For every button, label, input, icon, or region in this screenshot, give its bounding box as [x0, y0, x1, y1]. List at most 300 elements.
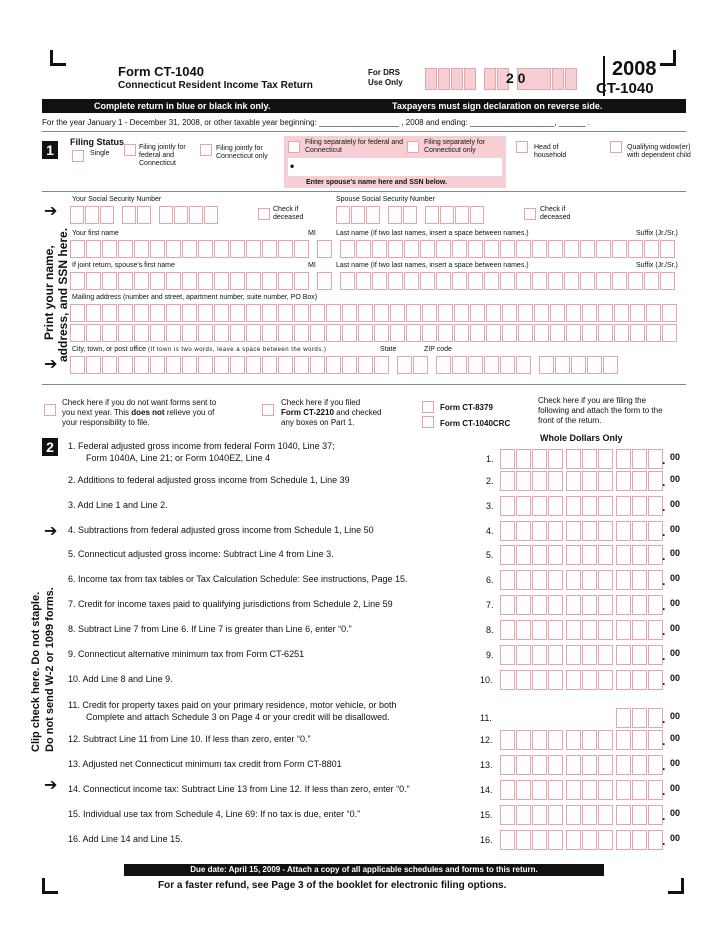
char-box[interactable]	[150, 324, 165, 342]
digit-box[interactable]	[500, 595, 515, 615]
digit-box[interactable]	[548, 545, 563, 565]
ct-1040crc-checkbox[interactable]	[422, 416, 434, 428]
amount-input-boxes[interactable]	[500, 620, 664, 640]
digit-box[interactable]	[532, 645, 547, 665]
char-box[interactable]	[484, 356, 499, 374]
char-box[interactable]	[436, 356, 451, 374]
char-box[interactable]	[662, 304, 677, 322]
digit-box[interactable]	[598, 805, 613, 825]
digit-box[interactable]	[566, 521, 581, 541]
amount-input-boxes[interactable]	[500, 730, 664, 750]
char-box[interactable]	[612, 240, 627, 258]
char-box[interactable]	[662, 324, 677, 342]
char-box[interactable]	[614, 324, 629, 342]
char-box[interactable]	[166, 272, 181, 290]
head-household-checkbox[interactable]	[516, 141, 528, 153]
digit-box[interactable]	[632, 645, 647, 665]
digit-box[interactable]	[598, 471, 613, 491]
digit-box[interactable]	[616, 521, 631, 541]
char-box[interactable]	[278, 324, 293, 342]
digit-box[interactable]	[532, 730, 547, 750]
mailing-address-boxes-2[interactable]	[70, 324, 678, 342]
amount-input-boxes[interactable]	[500, 708, 664, 728]
spouse-ssn-input-boxes[interactable]	[336, 206, 485, 224]
digit-box[interactable]	[548, 595, 563, 615]
digit-box[interactable]	[616, 620, 631, 640]
digit-box[interactable]	[548, 471, 563, 491]
digit-box[interactable]	[582, 449, 597, 469]
amount-input-boxes[interactable]	[500, 645, 664, 665]
char-box[interactable]	[454, 304, 469, 322]
char-box[interactable]	[214, 240, 229, 258]
filed-2210-checkbox[interactable]	[262, 404, 274, 416]
char-box[interactable]	[374, 356, 389, 374]
digit-box[interactable]	[648, 805, 666, 825]
digit-box[interactable]	[500, 645, 515, 665]
digit-box[interactable]	[566, 730, 581, 750]
digit-box[interactable]	[566, 570, 581, 590]
char-box[interactable]	[628, 240, 643, 258]
amount-input-boxes[interactable]	[500, 570, 664, 590]
char-box[interactable]	[214, 356, 229, 374]
char-box[interactable]	[86, 324, 101, 342]
digit-box[interactable]	[548, 449, 563, 469]
char-box[interactable]	[102, 304, 117, 322]
digit-box[interactable]	[566, 595, 581, 615]
char-box[interactable]	[598, 304, 613, 322]
char-box[interactable]	[630, 324, 645, 342]
char-box[interactable]	[86, 304, 101, 322]
digit-box[interactable]	[532, 595, 547, 615]
digit-box[interactable]	[582, 670, 597, 690]
digit-box[interactable]	[616, 595, 631, 615]
char-box[interactable]	[198, 324, 213, 342]
char-box[interactable]	[182, 324, 197, 342]
digit-box[interactable]	[648, 545, 666, 565]
char-box[interactable]	[582, 304, 597, 322]
amount-input-boxes[interactable]	[500, 471, 664, 491]
ct-8379-checkbox[interactable]	[422, 401, 434, 413]
digit-box[interactable]	[582, 521, 597, 541]
char-box[interactable]	[150, 240, 165, 258]
digit-box[interactable]	[598, 670, 613, 690]
char-box[interactable]	[372, 240, 387, 258]
char-box[interactable]	[500, 356, 515, 374]
digit-box[interactable]	[616, 449, 631, 469]
amount-input-boxes[interactable]	[500, 545, 664, 565]
digit-box[interactable]	[532, 570, 547, 590]
char-box[interactable]	[580, 240, 595, 258]
digit-box[interactable]	[598, 545, 613, 565]
char-box[interactable]	[452, 272, 467, 290]
digit-box[interactable]	[532, 780, 547, 800]
digit-box[interactable]	[548, 805, 563, 825]
char-box[interactable]	[468, 240, 483, 258]
char-box[interactable]	[246, 272, 261, 290]
digit-box[interactable]	[582, 645, 597, 665]
char-box[interactable]	[644, 272, 659, 290]
char-box[interactable]	[310, 304, 325, 322]
char-box[interactable]	[516, 356, 531, 374]
char-box[interactable]	[397, 356, 412, 374]
char-box[interactable]	[422, 304, 437, 322]
digit-box[interactable]	[500, 830, 515, 850]
digit-box[interactable]	[516, 755, 531, 775]
char-box[interactable]	[468, 356, 483, 374]
char-box[interactable]	[603, 356, 618, 374]
digit-box[interactable]	[500, 545, 515, 565]
char-box[interactable]	[406, 324, 421, 342]
digit-box[interactable]	[532, 805, 547, 825]
digit-box[interactable]	[500, 805, 515, 825]
char-box[interactable]	[278, 272, 293, 290]
char-box[interactable]	[198, 272, 213, 290]
ssn-input-boxes[interactable]	[70, 206, 219, 224]
digit-box[interactable]	[516, 570, 531, 590]
char-box[interactable]	[342, 356, 357, 374]
digit-box[interactable]	[532, 670, 547, 690]
char-box[interactable]	[532, 240, 547, 258]
digit-box[interactable]	[582, 471, 597, 491]
char-box[interactable]	[422, 324, 437, 342]
digit-box[interactable]	[598, 755, 613, 775]
char-box[interactable]	[388, 240, 403, 258]
char-box[interactable]	[598, 324, 613, 342]
char-box[interactable]	[438, 324, 453, 342]
separate-both-checkbox[interactable]	[288, 141, 300, 153]
digit-box[interactable]	[500, 496, 515, 516]
char-box[interactable]	[102, 240, 117, 258]
char-box[interactable]	[342, 304, 357, 322]
char-box[interactable]	[452, 240, 467, 258]
amount-input-boxes[interactable]	[500, 830, 664, 850]
char-box[interactable]	[134, 324, 149, 342]
digit-box[interactable]	[598, 449, 613, 469]
digit-box[interactable]	[632, 570, 647, 590]
joint-ct-checkbox[interactable]	[200, 144, 212, 156]
mailing-address-boxes-1[interactable]	[70, 304, 678, 322]
char-box[interactable]	[230, 356, 245, 374]
char-box[interactable]	[310, 324, 325, 342]
char-box[interactable]	[150, 304, 165, 322]
digit-box[interactable]	[582, 780, 597, 800]
digit-box[interactable]	[648, 670, 666, 690]
char-box[interactable]	[118, 356, 133, 374]
char-box[interactable]	[500, 272, 515, 290]
digit-box[interactable]	[632, 471, 647, 491]
char-box[interactable]	[294, 324, 309, 342]
digit-box[interactable]	[500, 521, 515, 541]
char-box[interactable]	[294, 240, 309, 258]
digit-box[interactable]	[616, 708, 631, 728]
digit-box[interactable]	[516, 805, 531, 825]
char-box[interactable]	[358, 304, 373, 322]
char-box[interactable]	[644, 240, 659, 258]
digit-box[interactable]	[632, 670, 647, 690]
char-box[interactable]	[660, 240, 675, 258]
digit-box[interactable]	[648, 708, 666, 728]
char-box[interactable]	[566, 304, 581, 322]
digit-box[interactable]	[632, 496, 647, 516]
digit-box[interactable]	[632, 449, 647, 469]
char-box[interactable]	[582, 324, 597, 342]
char-box[interactable]	[614, 304, 629, 322]
digit-box[interactable]	[598, 645, 613, 665]
char-box[interactable]	[262, 304, 277, 322]
char-box[interactable]	[278, 356, 293, 374]
char-box[interactable]	[262, 240, 277, 258]
digit-box[interactable]	[616, 805, 631, 825]
digit-box[interactable]	[532, 545, 547, 565]
no-forms-checkbox[interactable]	[44, 404, 56, 416]
amount-input-boxes[interactable]	[500, 595, 664, 615]
amount-input-boxes[interactable]	[500, 449, 664, 469]
char-box[interactable]	[454, 324, 469, 342]
char-box[interactable]	[580, 272, 595, 290]
digit-box[interactable]	[500, 449, 515, 469]
char-box[interactable]	[436, 272, 451, 290]
char-box[interactable]	[317, 272, 332, 290]
digit-box[interactable]	[648, 780, 666, 800]
char-box[interactable]	[374, 324, 389, 342]
char-box[interactable]	[198, 304, 213, 322]
char-box[interactable]	[564, 272, 579, 290]
digit-box[interactable]	[648, 449, 666, 469]
char-box[interactable]	[317, 240, 332, 258]
char-box[interactable]	[326, 356, 341, 374]
digit-box[interactable]	[566, 830, 581, 850]
digit-box[interactable]	[598, 780, 613, 800]
digit-box[interactable]	[582, 730, 597, 750]
digit-box[interactable]	[616, 830, 631, 850]
digit-box[interactable]	[566, 805, 581, 825]
char-box[interactable]	[548, 272, 563, 290]
digit-box[interactable]	[616, 471, 631, 491]
single-checkbox[interactable]	[72, 150, 84, 162]
char-box[interactable]	[571, 356, 586, 374]
char-box[interactable]	[326, 324, 341, 342]
char-box[interactable]	[134, 272, 149, 290]
digit-box[interactable]	[632, 830, 647, 850]
char-box[interactable]	[502, 324, 517, 342]
char-box[interactable]	[470, 304, 485, 322]
char-box[interactable]	[358, 324, 373, 342]
digit-box[interactable]	[632, 730, 647, 750]
digit-box[interactable]	[500, 755, 515, 775]
char-box[interactable]	[262, 324, 277, 342]
digit-box[interactable]	[548, 496, 563, 516]
char-box[interactable]	[118, 324, 133, 342]
digit-box[interactable]	[582, 620, 597, 640]
char-box[interactable]	[486, 304, 501, 322]
char-box[interactable]	[390, 324, 405, 342]
char-box[interactable]	[118, 304, 133, 322]
digit-box[interactable]	[616, 730, 631, 750]
amount-input-boxes[interactable]	[500, 496, 664, 516]
digit-box[interactable]	[582, 570, 597, 590]
char-box[interactable]	[294, 356, 309, 374]
char-box[interactable]	[534, 324, 549, 342]
char-box[interactable]	[438, 304, 453, 322]
digit-box[interactable]	[648, 496, 666, 516]
digit-box[interactable]	[566, 471, 581, 491]
char-box[interactable]	[340, 272, 355, 290]
deceased-checkbox[interactable]	[258, 208, 270, 220]
digit-box[interactable]	[548, 730, 563, 750]
char-box[interactable]	[166, 304, 181, 322]
digit-box[interactable]	[500, 570, 515, 590]
char-box[interactable]	[246, 304, 261, 322]
char-box[interactable]	[518, 304, 533, 322]
char-box[interactable]	[246, 356, 261, 374]
char-box[interactable]	[539, 356, 554, 374]
char-box[interactable]	[246, 240, 261, 258]
digit-box[interactable]	[566, 449, 581, 469]
digit-box[interactable]	[648, 730, 666, 750]
char-box[interactable]	[214, 272, 229, 290]
char-box[interactable]	[118, 272, 133, 290]
char-box[interactable]	[70, 304, 85, 322]
char-box[interactable]	[550, 324, 565, 342]
widow-checkbox[interactable]	[610, 141, 622, 153]
char-box[interactable]	[452, 356, 467, 374]
digit-box[interactable]	[648, 620, 666, 640]
char-box[interactable]	[502, 304, 517, 322]
char-box[interactable]	[564, 240, 579, 258]
digit-box[interactable]	[582, 755, 597, 775]
char-box[interactable]	[230, 240, 245, 258]
digit-box[interactable]	[532, 830, 547, 850]
digit-box[interactable]	[598, 730, 613, 750]
digit-box[interactable]	[598, 570, 613, 590]
digit-box[interactable]	[616, 755, 631, 775]
char-box[interactable]	[500, 240, 515, 258]
char-box[interactable]	[262, 356, 277, 374]
char-box[interactable]	[70, 324, 85, 342]
digit-box[interactable]	[548, 670, 563, 690]
digit-box[interactable]	[616, 670, 631, 690]
char-box[interactable]	[404, 272, 419, 290]
char-box[interactable]	[86, 356, 101, 374]
digit-box[interactable]	[566, 755, 581, 775]
char-box[interactable]	[326, 304, 341, 322]
name-row-boxes[interactable]	[70, 240, 676, 258]
char-box[interactable]	[612, 272, 627, 290]
digit-box[interactable]	[582, 805, 597, 825]
digit-box[interactable]	[566, 780, 581, 800]
digit-box[interactable]	[616, 645, 631, 665]
char-box[interactable]	[628, 272, 643, 290]
digit-box[interactable]	[500, 670, 515, 690]
char-box[interactable]	[356, 240, 371, 258]
char-box[interactable]	[340, 240, 355, 258]
digit-box[interactable]	[516, 780, 531, 800]
char-box[interactable]	[198, 240, 213, 258]
amount-input-boxes[interactable]	[500, 805, 664, 825]
char-box[interactable]	[134, 240, 149, 258]
digit-box[interactable]	[648, 645, 666, 665]
digit-box[interactable]	[500, 620, 515, 640]
digit-box[interactable]	[516, 496, 531, 516]
char-box[interactable]	[484, 240, 499, 258]
char-box[interactable]	[182, 272, 197, 290]
digit-box[interactable]	[566, 545, 581, 565]
char-box[interactable]	[436, 240, 451, 258]
char-box[interactable]	[555, 356, 570, 374]
char-box[interactable]	[182, 304, 197, 322]
char-box[interactable]	[134, 356, 149, 374]
digit-box[interactable]	[566, 620, 581, 640]
char-box[interactable]	[230, 324, 245, 342]
digit-box[interactable]	[532, 755, 547, 775]
digit-box[interactable]	[632, 805, 647, 825]
char-box[interactable]	[596, 272, 611, 290]
char-box[interactable]	[406, 304, 421, 322]
char-box[interactable]	[516, 272, 531, 290]
digit-box[interactable]	[632, 620, 647, 640]
digit-box[interactable]	[648, 471, 666, 491]
digit-box[interactable]	[566, 496, 581, 516]
digit-box[interactable]	[516, 449, 531, 469]
digit-box[interactable]	[516, 521, 531, 541]
digit-box[interactable]	[632, 595, 647, 615]
char-box[interactable]	[468, 272, 483, 290]
digit-box[interactable]	[532, 471, 547, 491]
separate-ct-checkbox[interactable]	[407, 141, 419, 153]
digit-box[interactable]	[616, 545, 631, 565]
spouse-name-input[interactable]	[288, 158, 502, 176]
char-box[interactable]	[166, 324, 181, 342]
char-box[interactable]	[230, 304, 245, 322]
char-box[interactable]	[630, 304, 645, 322]
amount-input-boxes[interactable]	[500, 780, 664, 800]
char-box[interactable]	[420, 272, 435, 290]
city-boxes[interactable]	[70, 356, 619, 374]
digit-box[interactable]	[548, 830, 563, 850]
char-box[interactable]	[342, 324, 357, 342]
digit-box[interactable]	[648, 595, 666, 615]
digit-box[interactable]	[548, 755, 563, 775]
char-box[interactable]	[388, 272, 403, 290]
char-box[interactable]	[534, 304, 549, 322]
digit-box[interactable]	[616, 780, 631, 800]
char-box[interactable]	[484, 272, 499, 290]
char-box[interactable]	[358, 356, 373, 374]
spouse-name-row-boxes[interactable]	[70, 272, 676, 290]
digit-box[interactable]	[616, 570, 631, 590]
digit-box[interactable]	[516, 670, 531, 690]
digit-box[interactable]	[516, 545, 531, 565]
digit-box[interactable]	[648, 570, 666, 590]
char-box[interactable]	[413, 356, 428, 374]
char-box[interactable]	[230, 272, 245, 290]
digit-box[interactable]	[598, 830, 613, 850]
char-box[interactable]	[262, 272, 277, 290]
char-box[interactable]	[70, 272, 85, 290]
digit-box[interactable]	[548, 645, 563, 665]
char-box[interactable]	[182, 356, 197, 374]
char-box[interactable]	[646, 304, 661, 322]
spouse-deceased-checkbox[interactable]	[524, 208, 536, 220]
char-box[interactable]	[660, 272, 675, 290]
digit-box[interactable]	[532, 449, 547, 469]
char-box[interactable]	[70, 240, 85, 258]
digit-box[interactable]	[566, 645, 581, 665]
char-box[interactable]	[420, 240, 435, 258]
digit-box[interactable]	[516, 830, 531, 850]
digit-box[interactable]	[516, 730, 531, 750]
digit-box[interactable]	[532, 620, 547, 640]
